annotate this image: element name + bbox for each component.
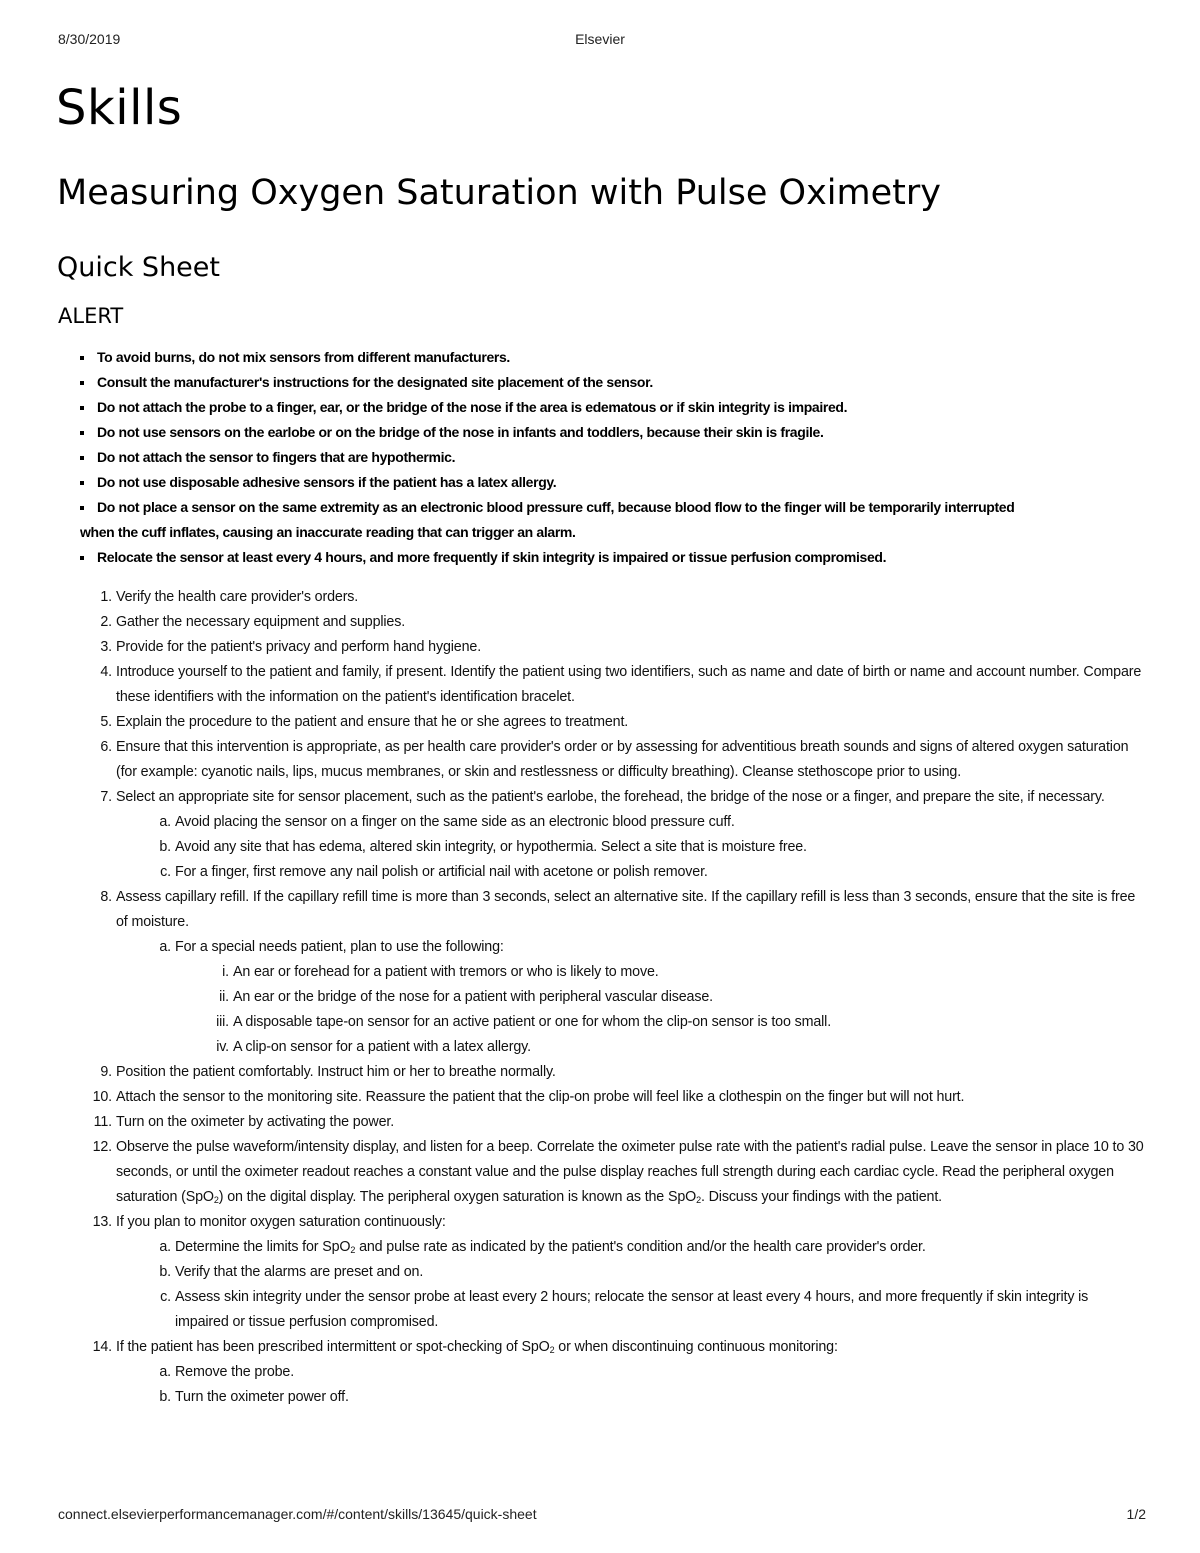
alert-item: Do not attach the sensor to fingers that are hypothermic. xyxy=(80,445,1155,470)
subsubstep-item: i. An ear or forehead for a patient with tremors or who is likely to move. xyxy=(222,964,659,980)
spo2-term: SpO$_2$ xyxy=(185,1189,219,1205)
bullet-icon xyxy=(80,431,84,435)
step-item: 5. Explain the procedure to the patient and ensure that he or she agrees to treatment. xyxy=(100,714,629,730)
substep-item: b. Verify that the alarms are preset and on. xyxy=(159,1264,424,1280)
alert-list xyxy=(80,345,1155,570)
section-heading: Quick Sheet xyxy=(57,252,220,283)
substep-item: b. Avoid any site that has edema, altered skin integrity, or hypothermia. Select a site that is moisture free. xyxy=(159,839,807,855)
subsubstep-item: iv. A clip-on sensor for a patient with a latex allergy. xyxy=(216,1039,531,1055)
alert-item: Do not attach the probe to a finger, ear, or the bridge of the nose if the area is edematous or if skin integrity is impaired. xyxy=(80,395,1155,420)
page-title: Measuring Oxygen Saturation with Pulse Oximetry xyxy=(57,173,941,213)
spo2-term: SpO$_2$ xyxy=(667,1189,701,1205)
subsubstep-item: iii. A disposable tape-on sensor for an active patient or one for whom the clip-on sensor is too small. xyxy=(216,1014,832,1030)
bullet-icon xyxy=(80,556,84,560)
alert-item: Do not place a sensor on the same extremity as an electronic blood pressure cuff, because blood flow to the finger will be temporarily interrupted when the cuff inflates, causing an inaccurate reading that can trigger an alarm. xyxy=(80,499,1015,540)
step-item: 3. Provide for the patient's privacy and perform hand hygiene. xyxy=(100,639,482,655)
step-item: 11. Turn on the oximeter by activating the power. xyxy=(93,1114,395,1130)
substep-item: b. Turn the oximeter power off. xyxy=(159,1389,349,1405)
step-item: 1. Verify the health care provider's orders. xyxy=(100,589,359,605)
substep-item: c. Assess skin integrity under the sensor probe at least every 2 hours; relocate the sensor at least every 4 hours, and more frequently if skin integrity is impaired or tissue perfusion compromised. xyxy=(160,1289,1089,1330)
procedure-steps xyxy=(0,585,1200,1410)
alert-item: To avoid burns, do not mix sensors from different manufacturers. xyxy=(80,345,1155,370)
bullet-icon xyxy=(80,506,84,510)
substep-item: c. For a finger, first remove any nail polish or artificial nail with acetone or polish remover. xyxy=(160,864,708,880)
step-item: 8. Assess capillary refill. If the capillary refill time is more than 3 seconds, select an alternative site. If the capillary refill is less than 3 seconds, ensure that the site is free of moisture. xyxy=(100,889,1136,930)
bullet-icon xyxy=(80,381,84,385)
alert-item: Relocate the sensor at least every 4 hours, and more frequently if skin integrity is impaired or tissue perfusion compromised. xyxy=(80,545,1155,570)
step-item: 7. Select an appropriate site for sensor placement, such as the patient's earlobe, the forehead, the bridge of the nose or a finger, and prepare the site, if necessary. xyxy=(100,789,1105,805)
bullet-icon xyxy=(80,481,84,485)
alert-item: Do not use disposable adhesive sensors if the patient has a latex allergy. xyxy=(80,470,1155,495)
substep-item: a. For a special needs patient, plan to use the following: xyxy=(159,939,504,955)
bullet-icon xyxy=(80,356,84,360)
step-item: 6. Ensure that this intervention is appropriate, as per health care provider's order or by assessing for adventitious breath sounds and signs of altered oxygen saturation (for example: cyanotic nails, lips, mucus membranes, or skin and restlessness or difficulty breathing). Cleanse stethoscope prior to using. xyxy=(100,739,1129,780)
step-item: 14. If the patient has been prescribed intermittent or spot-checking of SpO$_2$ or when discontinuing continuous monitoring: xyxy=(92,1339,838,1355)
step-item: 9. Position the patient comfortably. Instruct him or her to breathe normally. xyxy=(100,1064,556,1080)
step-item: 10. Attach the sensor to the monitoring site. Reassure the patient that the clip-on probe will feel like a clothespin on the finger but will not hurt. xyxy=(92,1089,965,1105)
page-number: 1/2 xyxy=(1126,1506,1146,1522)
step-item: 12. Observe the pulse waveform/intensity display, and listen for a beep. Correlate the oximeter pulse rate with the patient's radial pulse. Leave the sensor in place 10 to 30 seconds, or until the oximeter readout reaches a constant value and the pulse display reaches full strength during each cardiac cycle. Read the peripheral oxygen saturation (SpO$_2$) on the digital display. The peripheral oxygen saturation is known as the SpO$_2$. Discuss your findings with the patient. xyxy=(92,1139,1144,1205)
substep-item: a. Determine the limits for SpO$_2$ and pulse rate as indicated by the patient's condition and/or the health care provider's order. xyxy=(159,1239,926,1255)
page-url: connect.elsevierperformancemanager.com/#/content/skills/13645/quick-sheet xyxy=(58,1506,537,1522)
bullet-icon xyxy=(80,456,84,460)
spo2-term: SpO$_2$ xyxy=(521,1339,555,1355)
subsubstep-item: ii. An ear or the bridge of the nose for a patient with peripheral vascular disease. xyxy=(219,989,713,1005)
alert-item: Do not use sensors on the earlobe or on the bridge of the nose in infants and toddlers, because their skin is fragile. xyxy=(80,420,1155,445)
print-date: 8/30/2019 xyxy=(58,31,121,47)
alert-item: Consult the manufacturer's instructions for the designated site placement of the sensor. xyxy=(80,370,1155,395)
spo2-term: SpO$_2$ xyxy=(322,1239,356,1255)
step-item: 2. Gather the necessary equipment and supplies. xyxy=(100,614,406,630)
step-item: 4. Introduce yourself to the patient and family, if present. Identify the patient using two identifiers, such as name and date of birth or name and account number. Compare these identifiers with the information on the patient's identification bracelet. xyxy=(100,664,1142,705)
alert-heading: ALERT xyxy=(58,304,124,328)
bullet-icon xyxy=(80,406,84,410)
step-item: 13. If you plan to monitor oxygen saturation continuously: xyxy=(92,1214,446,1230)
substep-item: a. Avoid placing the sensor on a finger on the same side as an electronic blood pressure cuff. xyxy=(159,814,735,830)
site-name: Elsevier xyxy=(575,31,625,47)
substep-item: a. Remove the probe. xyxy=(159,1364,295,1380)
page-heading: Skills xyxy=(56,80,183,136)
